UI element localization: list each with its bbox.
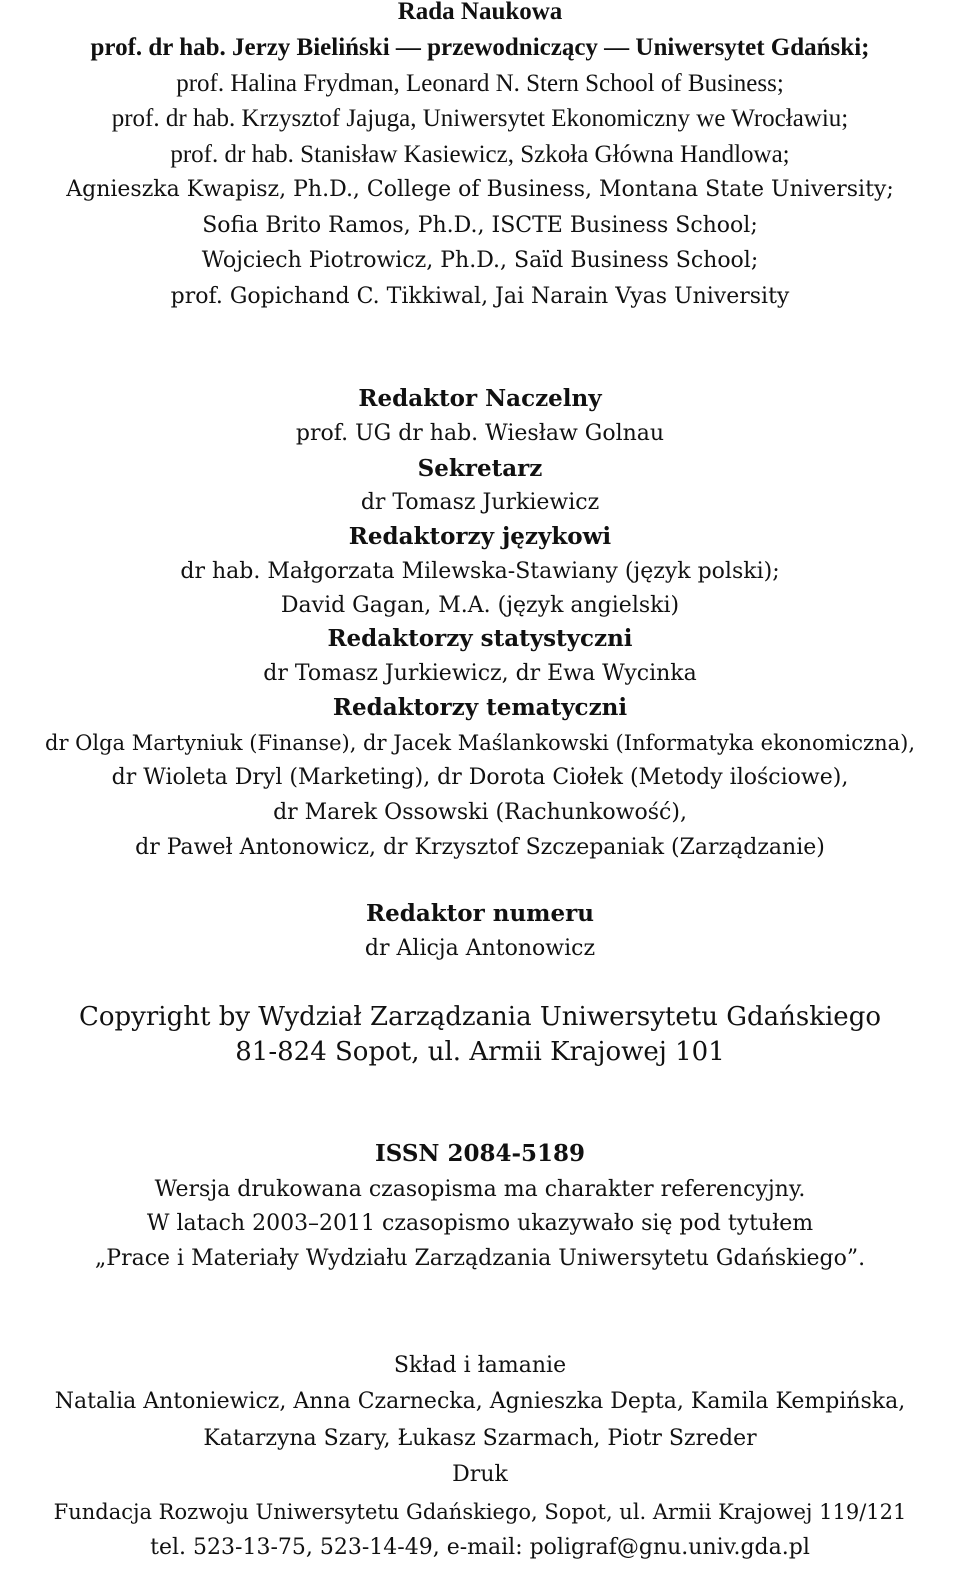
chief-editor-heading: Redaktor Naczelny [358,385,602,412]
copyright-address: 81-824 Sopot, ul. Armii Krajowej 101 [235,1037,725,1067]
issn-note: Wersja drukowana czasopisma ma charakter referencyjny. [154,1177,806,1202]
typesetting-names: Katarzyna Szary, Łukasz Szarmach, Piotr Szreder [203,1426,757,1451]
board-member: Wojciech Piotrowicz, Ph.D., Saïd Business School; [201,248,759,273]
print-heading: Druk [452,1462,508,1487]
printer-contact: tel. 523-13-75, 523-14-49, e-mail: poligraf@gnu.univ.gda.pl [150,1535,810,1560]
board-member: Agnieszka Kwapisz, Ph.D., College of Business, Montana State University; [66,177,894,202]
board-member: prof. dr hab. Jerzy Bieliński — przewodniczący — Uniwersytet Gdański; [90,34,870,61]
thematic-editor: dr Paweł Antonowicz, dr Krzysztof Szczepaniak (Zarządzanie) [135,835,825,860]
secretary-heading: Sekretarz [417,455,543,482]
secretary: dr Tomasz Jurkiewicz [360,490,600,515]
typesetting-heading: Skład i łamanie [393,1353,567,1378]
thematic-editor: dr Wioleta Dryl (Marketing), dr Dorota Ciołek (Metody ilościowe), [111,765,849,790]
chief-editor: prof. UG dr hab. Wiesław Golnau [295,421,665,446]
issn-note: „Prace i Materiały Wydziału Zarządzania Uniwersytetu Gdańskiego”. [94,1246,866,1271]
board-member: prof. dr hab. Krzysztof Jajuga, Uniwersytet Ekonomiczny we Wrocławiu; [111,105,849,132]
printer-address: Fundacja Rozwoju Uniwersytetu Gdańskiego, Sopot, ul. Armii Krajowej 119/121 [53,1500,907,1524]
board-member: prof. Gopichand C. Tikkiwal, Jai Narain Vyas University [170,284,790,309]
issue-editor-heading: Redaktor numeru [365,900,594,927]
board-member: Sofia Brito Ramos, Ph.D., ISCTE Business School; [202,213,758,238]
board-member: prof. dr hab. Stanisław Kasiewicz, Szkoła Główna Handlowa; [170,141,790,168]
typesetting-names: Natalia Antoniewicz, Anna Czarnecka, Agnieszka Depta, Kamila Kempińska, [54,1389,906,1414]
language-editors-heading: Redaktorzy językowi [348,523,612,550]
issn-note: W latach 2003–2011 czasopismo ukazywało się pod tytułem [146,1211,814,1236]
statistical-editors: dr Tomasz Jurkiewicz, dr Ewa Wycinka [263,661,697,686]
copyright-line: Copyright by Wydział Zarządzania Uniwersytetu Gdańskiego [78,1002,881,1032]
thematic-editors-heading: Redaktorzy tematyczni [332,694,628,721]
statistical-editors-heading: Redaktorzy statystyczni [327,625,633,652]
board-title: Rada Naukowa [397,0,563,25]
issue-editor: dr Alicja Antonowicz [364,936,596,961]
language-editor: dr hab. Małgorzata Milewska-Stawiany (język polski); [180,559,780,584]
issn-number: ISSN 2084-5189 [374,1140,586,1167]
thematic-editor: dr Marek Ossowski (Rachunkowość), [273,800,687,825]
thematic-editor: dr Olga Martyniuk (Finanse), dr Jacek Maślankowski (Informatyka ekonomiczna), [45,731,915,755]
board-member: prof. Halina Frydman, Leonard N. Stern School of Business; [176,70,784,97]
language-editor: David Gagan, M.A. (język angielski) [280,593,680,618]
